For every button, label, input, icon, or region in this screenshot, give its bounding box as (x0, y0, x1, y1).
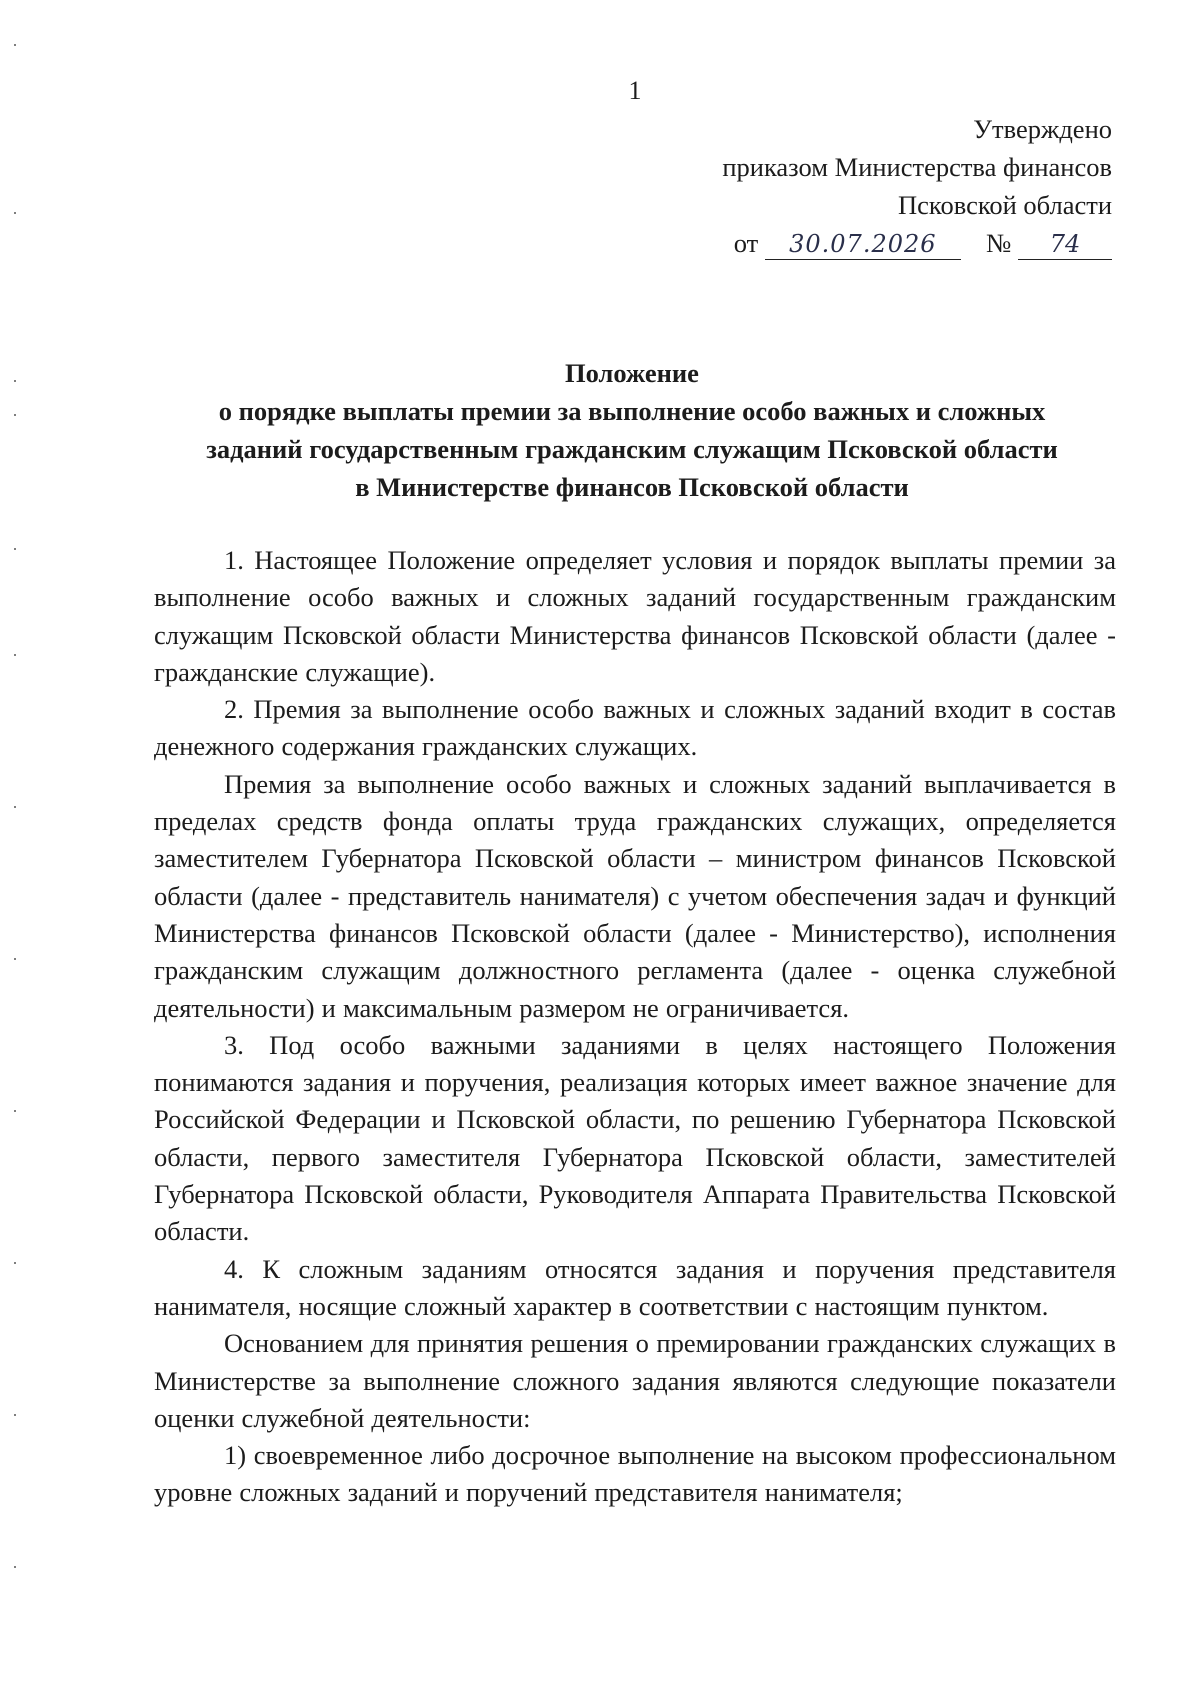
title-line-4: в Министерстве финансов Псковской области (355, 472, 909, 502)
document-title (152, 354, 1112, 506)
title-line-1: Положение (565, 358, 699, 388)
approval-region-line: Псковской области (898, 190, 1112, 220)
paragraph-5: 4. К сложным заданиям относятся задания и поручения представителя нанимателя, носящие сложный характер в соответствии с настоящим пунктом. (154, 1253, 1116, 1321)
number-prefix: № (986, 228, 1012, 258)
approval-order-line: приказом Министерства финансов (722, 152, 1112, 182)
handwritten-number: 74 (1018, 229, 1112, 260)
paragraph-7: 1) своевременное либо досрочное выполнение на высоком профессиональном уровне сложных заданий и поручений представителя нанимателя; (154, 1440, 1116, 1508)
title-line-3: заданий государственным гражданским служащим Псковской области (206, 434, 1058, 464)
page-number: 1 (628, 76, 642, 105)
paragraph-1: 1. Настоящее Положение определяет условия и порядок выплаты премии за выполнение особо важных и сложных заданий государственным гражданским служащим Псковской области Министерства финансов Псковской области (далее - гражданские служащие). (154, 545, 1116, 687)
paragraph-2: 2. Премия за выполнение особо важных и сложных заданий входит в состав денежного содержания гражданских служащих. (154, 694, 1116, 762)
handwritten-date: 30.07.2026 (765, 229, 961, 260)
scan-margin-marks (0, 0, 40, 1697)
paragraph-6: Основанием для принятия решения о премировании гражданских служащих в Министерстве за выполнение сложного задания являются следующие показатели оценки служебной деятельности: (154, 1328, 1116, 1433)
paragraph-3: Премия за выполнение особо важных и сложных заданий выплачивается в пределах средств фонда оплаты труда гражданских служащих, определяется заместителем Губернатора Псковской области – министром финансов Псковской области (далее - представитель нанимателя) с учетом обеспечения задач и функций Министерства финансов Псковской области (далее - Министерство), исполнения гражданским служащим должностного регламента (далее - оценка служебной деятельности) и максимальным размером не ограничивается. (154, 768, 1116, 1023)
paragraph-4: 3. Под особо важными заданиями в целях настоящего Положения понимаются задания и поручения, реализация которых имеет важное значение для Российской Федерации и Псковской области, по решению Губернатора Псковской области, первого заместителя Губернатора Псковской области, заместителей Губернатора Псковской области, Руководителя Аппарата Правительства Псковской области. (154, 1029, 1116, 1247)
approval-heading: Утверждено (973, 114, 1112, 144)
approval-reference (722, 224, 1112, 262)
document-body (154, 542, 1116, 1512)
date-prefix: от (733, 228, 759, 258)
title-line-2: о порядке выплаты премии за выполнение особо важных и сложных (218, 396, 1046, 426)
approval-stamp-block (722, 110, 1112, 262)
